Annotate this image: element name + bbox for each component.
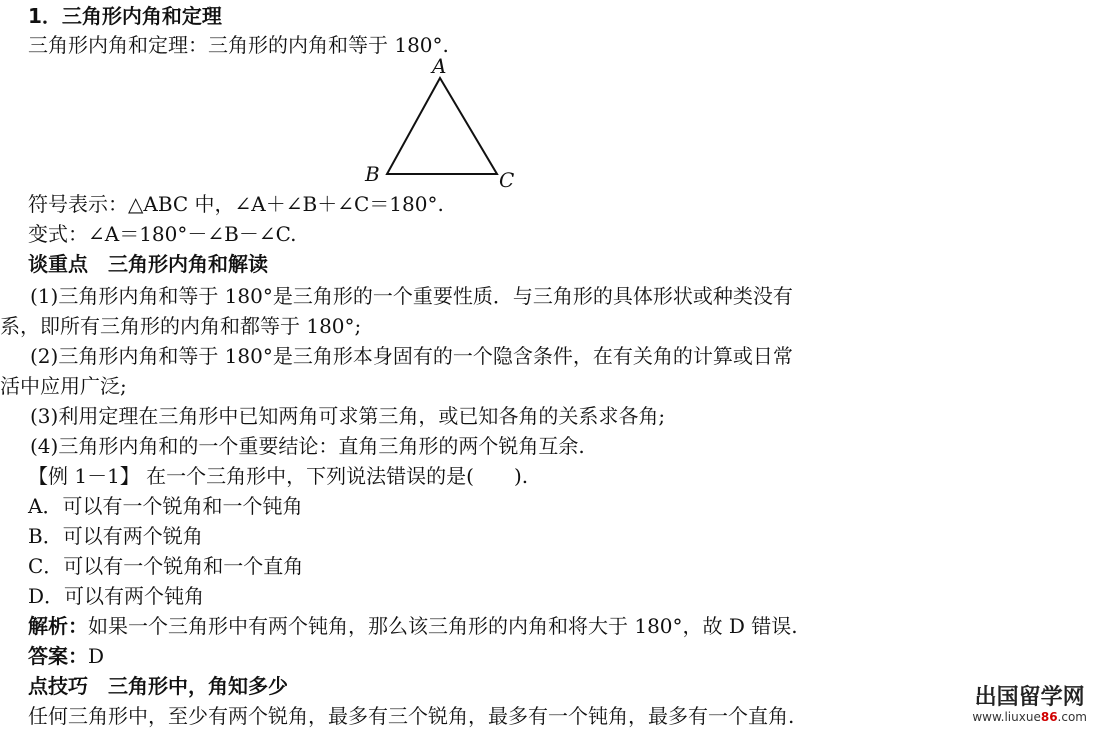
answer [28, 642, 104, 670]
triangle-abc [387, 78, 497, 174]
point-2-cont: 活中应用广泛; [0, 374, 127, 398]
answer-text: D [88, 644, 105, 668]
triangle-figure [355, 52, 525, 192]
theorem-statement: 三角形内角和定理：三角形的内角和等于 180°. [28, 33, 449, 57]
point-1-cont: 系，即所有三角形的内角和都等于 180°; [0, 314, 362, 338]
analysis-label: 解析： [28, 614, 88, 638]
example-question: 【例 1－1】 在一个三角形中，下列说法错误的是( ). [28, 464, 529, 488]
point-4: (4)三角形内角和的一个重要结论：直角三角形的两个锐角互余. [30, 434, 585, 458]
analysis-text: 如果一个三角形中有两个钝角，那么该三角形的内角和将大于 180°，故 D 错误. [88, 614, 798, 638]
tip-heading: 点技巧 三角形中，角知多少 [28, 674, 288, 698]
point-1: (1)三角形内角和等于 180°是三角形的一个重要性质．与三角形的具体形状或种类没有 [30, 284, 793, 308]
vertex-b-label: B [365, 162, 380, 186]
option-a: A．可以有一个锐角和一个钝角 [28, 494, 303, 518]
analysis [28, 612, 798, 640]
watermark-url [972, 710, 1087, 724]
watermark-url-hi: 86 [1040, 710, 1058, 724]
watermark-logo-text: 出国留学网 [974, 685, 1085, 710]
site-watermark [972, 686, 1087, 724]
variant-expression: 变式：∠A＝180°－∠B－∠C. [28, 222, 297, 246]
symbol-expression: 符号表示：△ABC 中，∠A＋∠B＋∠C＝180°. [28, 192, 444, 216]
vertex-c-label: C [499, 168, 515, 192]
point-2: (2)三角形内角和等于 180°是三角形本身固有的一个隐含条件，在有关角的计算或日常 [30, 344, 793, 368]
watermark-url-post: .com [1057, 710, 1087, 724]
answer-label: 答案： [28, 644, 88, 668]
watermark-url-pre: www.liuxue [972, 710, 1041, 724]
key-point-heading: 谈重点 三角形内角和解读 [28, 252, 268, 276]
tip-text: 任何三角形中，至少有两个锐角，最多有三个锐角，最多有一个钝角，最多有一个直角. [28, 704, 795, 728]
option-c: C．可以有一个锐角和一个直角 [28, 554, 304, 578]
point-3: (3)利用定理在三角形中已知两角可求第三角，或已知各角的关系求各角; [30, 404, 666, 428]
option-d: D．可以有两个钝角 [28, 584, 205, 608]
section-title: 1．三角形内角和定理 [28, 4, 222, 28]
vertex-a-label: A [432, 54, 447, 78]
option-b: B．可以有两个锐角 [28, 524, 203, 548]
